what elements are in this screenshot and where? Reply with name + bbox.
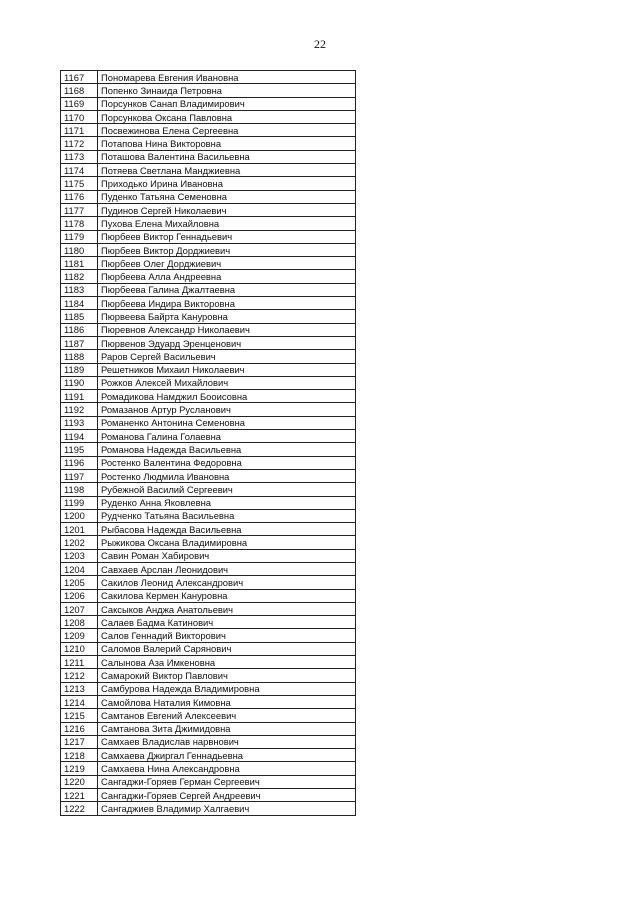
table-row (61, 496, 356, 509)
row-number: 1202 (61, 536, 98, 549)
person-name: Пюрбеева Алла Андреевна (98, 270, 356, 283)
row-number: 1170 (61, 110, 98, 123)
table-row (61, 762, 356, 775)
row-number: 1189 (61, 363, 98, 376)
table-row (61, 84, 356, 97)
table-row (61, 390, 356, 403)
row-number: 1218 (61, 749, 98, 762)
row-number: 1203 (61, 549, 98, 562)
table-row (61, 775, 356, 788)
row-number: 1222 (61, 802, 98, 815)
person-name: Самойлова Наталия Кимовна (98, 695, 356, 708)
person-name: Порсунков Санап Владимирович (98, 97, 356, 110)
row-number: 1175 (61, 177, 98, 190)
row-number: 1190 (61, 376, 98, 389)
row-number: 1181 (61, 257, 98, 270)
table-row (61, 789, 356, 802)
table-row (61, 483, 356, 496)
table-row (61, 656, 356, 669)
row-number: 1174 (61, 164, 98, 177)
table-row (61, 416, 356, 429)
person-name: Рыжикова Оксана Владимировна (98, 536, 356, 549)
row-number: 1204 (61, 562, 98, 575)
table-row (61, 616, 356, 629)
table-row (61, 469, 356, 482)
table-row (61, 443, 356, 456)
table-row (61, 217, 356, 230)
table-row (61, 403, 356, 416)
person-name: Посвежинова Елена Сергеевна (98, 124, 356, 137)
person-name: Самарокий Виктор Павлович (98, 669, 356, 682)
row-number: 1199 (61, 496, 98, 509)
person-name: Раров Сергей Васильевич (98, 350, 356, 363)
person-name: Пюрбеева Галина Джалтаевна (98, 283, 356, 296)
person-name: Приходько Ирина Ивановна (98, 177, 356, 190)
roster-table (60, 70, 356, 816)
table-row (61, 124, 356, 137)
row-number: 1183 (61, 283, 98, 296)
table-row (61, 376, 356, 389)
row-number: 1200 (61, 509, 98, 522)
person-name: Рудченко Татьяна Васильевна (98, 509, 356, 522)
table-row (61, 97, 356, 110)
table-row (61, 110, 356, 123)
person-name: Сангаджи-Горяев Герман Сергеевич (98, 775, 356, 788)
table-row (61, 642, 356, 655)
row-number: 1217 (61, 735, 98, 748)
person-name: Самхаев Владислав нарвнович (98, 735, 356, 748)
row-number: 1213 (61, 682, 98, 695)
table-row (61, 310, 356, 323)
table-row (61, 203, 356, 216)
person-name: Сангаджи-Горяев Сергей Андреевич (98, 789, 356, 802)
row-number: 1169 (61, 97, 98, 110)
table-row (61, 589, 356, 602)
person-name: Поташова Валентина Васильевна (98, 150, 356, 163)
person-name: Пюрбеев Олег Дорджиевич (98, 257, 356, 270)
table-row (61, 562, 356, 575)
person-name: Пюрвеева Байрта Кануровна (98, 310, 356, 323)
person-name: Самтанова Зита Джимидовна (98, 722, 356, 735)
row-number: 1197 (61, 469, 98, 482)
person-name: Решетников Михаил Николаевич (98, 363, 356, 376)
row-number: 1216 (61, 722, 98, 735)
person-name: Рубежной Василий Сергеевич (98, 483, 356, 496)
table-row (61, 297, 356, 310)
person-name: Салынова Аза Имкеновна (98, 656, 356, 669)
row-number: 1208 (61, 616, 98, 629)
row-number: 1180 (61, 243, 98, 256)
table-row (61, 536, 356, 549)
table-row (61, 164, 356, 177)
person-name: Потапова Нина Викторовна (98, 137, 356, 150)
person-name: Самтанов Евгений Алексеевич (98, 709, 356, 722)
row-number: 1196 (61, 456, 98, 469)
person-name: Ромадикова Намджил Бооисовна (98, 390, 356, 403)
person-name: Пюревнов Александр Николаевич (98, 323, 356, 336)
table-row (61, 270, 356, 283)
person-name: Самхаева Нина Александровна (98, 762, 356, 775)
row-number: 1205 (61, 576, 98, 589)
table-row (61, 456, 356, 469)
table-row (61, 190, 356, 203)
person-name: Савхаев Арслан Леонидович (98, 562, 356, 575)
table-row (61, 602, 356, 615)
person-name: Сангаджиев Владимир Халгаевич (98, 802, 356, 815)
person-name: Пухова Елена Михайловна (98, 217, 356, 230)
person-name: Салов Геннадий Викторович (98, 629, 356, 642)
row-number: 1184 (61, 297, 98, 310)
person-name: Самбурова Надежда Владимировна (98, 682, 356, 695)
row-number: 1182 (61, 270, 98, 283)
person-name: Сакилов Леонид Александрович (98, 576, 356, 589)
row-number: 1188 (61, 350, 98, 363)
row-number: 1219 (61, 762, 98, 775)
row-number: 1212 (61, 669, 98, 682)
table-row (61, 137, 356, 150)
row-number: 1173 (61, 150, 98, 163)
row-number: 1221 (61, 789, 98, 802)
row-number: 1186 (61, 323, 98, 336)
row-number: 1220 (61, 775, 98, 788)
person-name: Руденко Анна Яковлевна (98, 496, 356, 509)
row-number: 1176 (61, 190, 98, 203)
row-number: 1167 (61, 71, 98, 84)
person-name: Саломов Валерий Сарянович (98, 642, 356, 655)
person-name: Романова Галина Голаевна (98, 430, 356, 443)
table-row (61, 71, 356, 84)
row-number: 1185 (61, 310, 98, 323)
row-number: 1192 (61, 403, 98, 416)
person-name: Романова Надежда Васильевна (98, 443, 356, 456)
table-row (61, 283, 356, 296)
row-number: 1171 (61, 124, 98, 137)
row-number: 1194 (61, 430, 98, 443)
table-row (61, 709, 356, 722)
person-name: Пюрбеев Виктор Геннадьевич (98, 230, 356, 243)
table-row (61, 336, 356, 349)
table-row (61, 735, 356, 748)
row-number: 1210 (61, 642, 98, 655)
table-row (61, 257, 356, 270)
table-row (61, 509, 356, 522)
row-number: 1198 (61, 483, 98, 496)
person-name: Пуденко Татьяна Семеновна (98, 190, 356, 203)
table-row (61, 523, 356, 536)
person-name: Сакилова Кермен Кануровна (98, 589, 356, 602)
person-name: Попенко Зинаида Петровна (98, 84, 356, 97)
table-row (61, 430, 356, 443)
table-row (61, 150, 356, 163)
person-name: Порсункова Оксана Павловна (98, 110, 356, 123)
person-name: Пюрбеев Виктор Дорджиевич (98, 243, 356, 256)
person-name: Романенко Антонина Семеновна (98, 416, 356, 429)
row-number: 1215 (61, 709, 98, 722)
table-row (61, 629, 356, 642)
row-number: 1193 (61, 416, 98, 429)
table-row (61, 323, 356, 336)
table-row (61, 549, 356, 562)
row-number: 1177 (61, 203, 98, 216)
row-number: 1168 (61, 84, 98, 97)
row-number: 1206 (61, 589, 98, 602)
table-row (61, 722, 356, 735)
person-name: Ромазанов Артур Русланович (98, 403, 356, 416)
person-name: Ростенко Людмила Ивановна (98, 469, 356, 482)
row-number: 1207 (61, 602, 98, 615)
row-number: 1187 (61, 336, 98, 349)
roster-body (61, 71, 356, 816)
person-name: Пюрвенов Эдуард Эренценович (98, 336, 356, 349)
row-number: 1201 (61, 523, 98, 536)
table-row (61, 682, 356, 695)
person-name: Ростенко Валентина Федоровна (98, 456, 356, 469)
person-name: Рожков Алексей Михайлович (98, 376, 356, 389)
person-name: Савин Роман Хабирович (98, 549, 356, 562)
person-name: Салаев Бадма Катинович (98, 616, 356, 629)
table-row (61, 669, 356, 682)
table-row (61, 363, 356, 376)
person-name: Пономарева Евгения Ивановна (98, 71, 356, 84)
person-name: Самхаева Джиргал Геннадьевна (98, 749, 356, 762)
row-number: 1191 (61, 390, 98, 403)
table-row (61, 230, 356, 243)
table-row (61, 576, 356, 589)
row-number: 1195 (61, 443, 98, 456)
person-name: Пудинов Сергей Николаевич (98, 203, 356, 216)
row-number: 1179 (61, 230, 98, 243)
row-number: 1209 (61, 629, 98, 642)
row-number: 1178 (61, 217, 98, 230)
table-row (61, 695, 356, 708)
page-number: 22 (314, 37, 326, 51)
person-name: Потяева Светлана Манджиевна (98, 164, 356, 177)
row-number: 1172 (61, 137, 98, 150)
person-name: Пюрбеева Индира Викторовна (98, 297, 356, 310)
row-number: 1211 (61, 656, 98, 669)
table-row (61, 802, 356, 815)
person-name: Саксыков Анджа Анатольевич (98, 602, 356, 615)
table-row (61, 243, 356, 256)
table-row (61, 749, 356, 762)
row-number: 1214 (61, 695, 98, 708)
person-name: Рыбасова Надежда Васильевна (98, 523, 356, 536)
table-row (61, 350, 356, 363)
table-row (61, 177, 356, 190)
